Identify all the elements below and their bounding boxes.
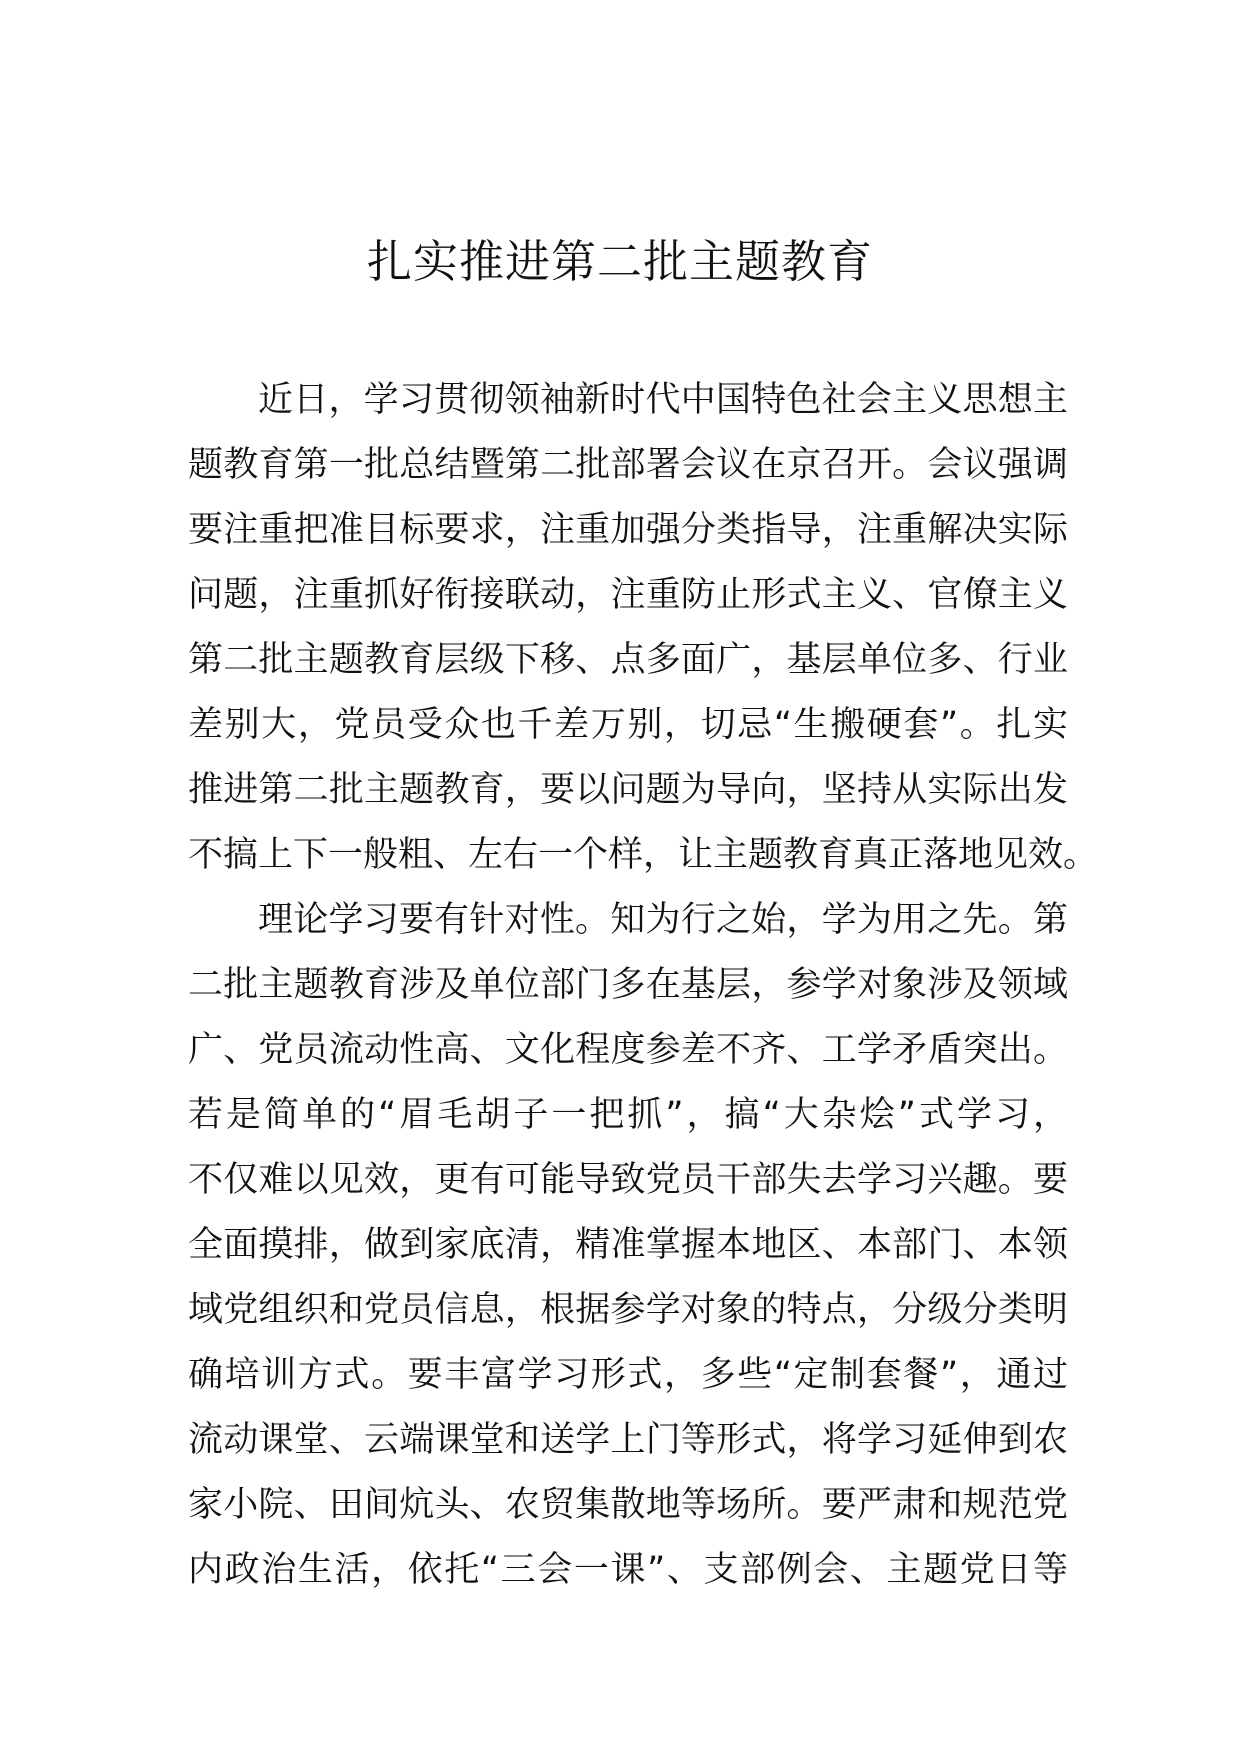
text-line: 近日，学习贯彻领袖新时代中国特色社会主义思想主 — [258, 380, 1068, 420]
text-line: 内政治生活，依托“三会一课”、支部例会、主题党日等 — [188, 1550, 1068, 1590]
text-line: 广、党员流动性高、文化程度参差不齐、工学矛盾突出。 — [188, 1030, 1068, 1070]
text-line: 题教育第一批总结暨第二批部署会议在京召开。会议强调 — [188, 445, 1068, 485]
document-body — [188, 368, 1099, 1603]
text-line: 推进第二批主题教育，要以问题为导向，坚持从实际出发 — [188, 770, 1068, 810]
text-line: 域党组织和党员信息，根据参学对象的特点，分级分类明 — [188, 1290, 1068, 1330]
text-line: 若是简单的“眉毛胡子一把抓”，搞“大杂烩”式学习， — [188, 1095, 1068, 1135]
text-line: 问题，注重抓好衔接联动，注重防止形式主义、官僚主义 — [188, 575, 1068, 615]
text-line: 理论学习要有针对性。知为行之始，学为用之先。第 — [258, 900, 1068, 940]
text-line: 全面摸排，做到家底清，精准掌握本地区、本部门、本领 — [188, 1225, 1068, 1265]
text-line: 家小院、田间炕头、农贸集散地等场所。要严肃和规范党 — [188, 1485, 1068, 1525]
text-line: 要注重把准目标要求，注重加强分类指导，注重解决实际 — [188, 510, 1068, 550]
text-line: 第二批主题教育层级下移、点多面广，基层单位多、行业 — [188, 640, 1068, 680]
document-title: 扎实推进第二批主题教育 — [366, 235, 873, 288]
text-line: 确培训方式。要丰富学习形式，多些“定制套餐”，通过 — [188, 1355, 1068, 1395]
text-line: 流动课堂、云端课堂和送学上门等形式，将学习延伸到农 — [188, 1420, 1068, 1460]
text-line: 差别大，党员受众也千差万别，切忌“生搬硬套”。扎实 — [188, 705, 1068, 745]
text-line: 不搞上下一般粗、左右一个样，让主题教育真正落地见效。 — [188, 835, 1099, 875]
text-line: 二批主题教育涉及单位部门多在基层，参学对象涉及领域 — [188, 965, 1068, 1005]
text-line: 不仅难以见效，更有可能导致党员干部失去学习兴趣。要 — [188, 1160, 1068, 1200]
